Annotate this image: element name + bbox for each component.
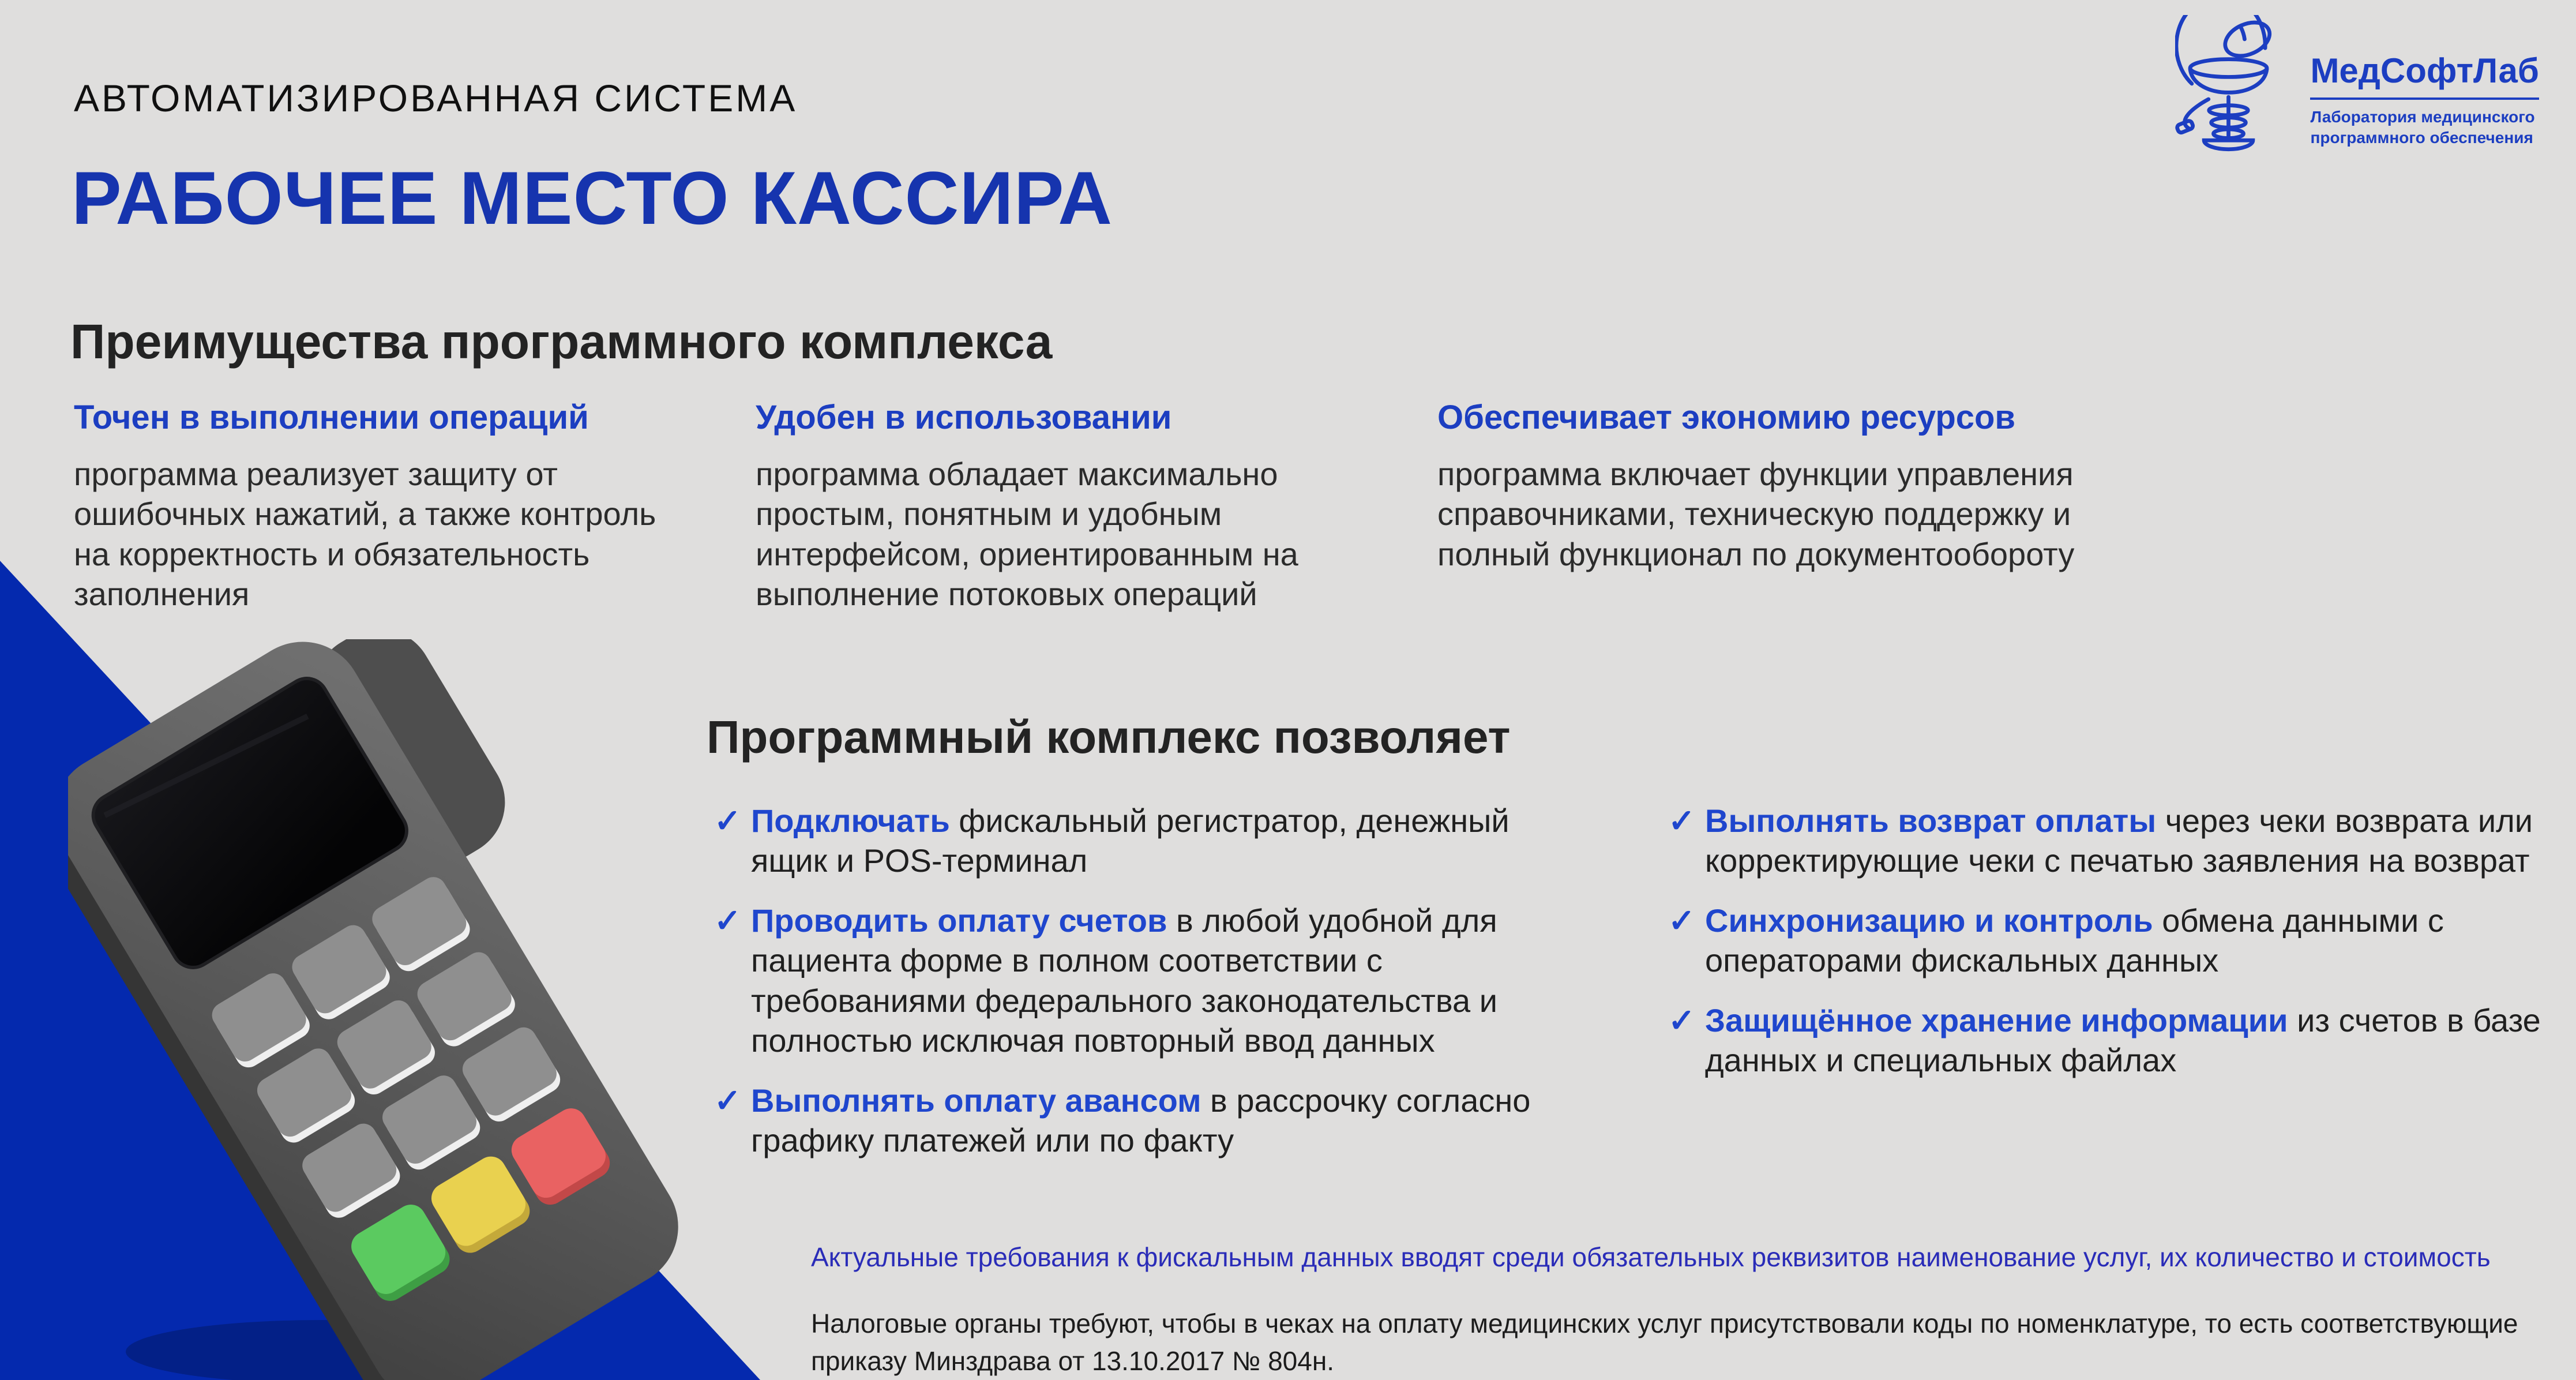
features-heading: Программный комплекс позволяет xyxy=(707,711,1511,763)
kicker-text: АВТОМАТИЗИРОВАННАЯ СИСТЕМА xyxy=(74,77,798,119)
feature-rest: фискальный регистратор, денежный ящик и POS-терминал xyxy=(751,802,1509,879)
advantage-title: Удобен в использовании xyxy=(756,399,1172,436)
feature-lead: Подключать xyxy=(751,802,950,839)
check-icon: ✓ xyxy=(714,902,741,939)
logo-tagline xyxy=(2310,107,2539,148)
footnote-note: Налоговые органы требуют, чтобы в чеках на оплату медицинских услуг присутствовали коды по номенклатуре, то есть соответствующие приказу Минздрава от 13.10.2017 № 804н. xyxy=(811,1308,2518,1377)
advantage-column-accuracy xyxy=(74,398,697,614)
feature-rest: обмена данными с операторами фискальных данных xyxy=(1705,902,2444,979)
check-icon: ✓ xyxy=(1668,902,1695,939)
logo-name: МедСофтЛаб xyxy=(2310,51,2539,100)
feature-lead: Синхронизацию и контроль xyxy=(1705,902,2153,939)
feature-lead: Выполнять возврат оплаты xyxy=(1705,802,2157,839)
logo-tagline-line1: Лаборатория медицинского xyxy=(2310,108,2535,126)
advantage-column-economy xyxy=(1437,398,2135,574)
feature-lead: Проводить оплату счетов xyxy=(751,902,1167,939)
feature-rest: в любой удобной для пациента форме в полном соответствии с требованиями федерального законодательства и полностью исключая повторный ввод данных xyxy=(751,902,1498,1059)
feature-item-refund xyxy=(1668,801,2551,881)
features-list-left xyxy=(714,801,1568,1161)
feature-rest: через чеки возврата или корректирующие чеки с печатью заявления на возврат xyxy=(1705,802,2533,879)
advantage-column-usability xyxy=(756,398,1407,614)
feature-lead: Выполнять оплату авансом xyxy=(751,1082,1201,1119)
feature-lead: Защищённое хранение информации xyxy=(1705,1002,2288,1038)
advantage-body: программа обладает максимально простым, понятным и удобным интерфейсом, ориентированным на выполнение потоковых операций xyxy=(756,456,1298,613)
feature-item-advance xyxy=(714,1081,1568,1161)
footnote-highlight: Актуальные требования к фискальным данных вводят среди обязательных реквизитов наименование услуг, их количество и стоимость xyxy=(811,1242,2491,1272)
check-icon: ✓ xyxy=(714,1082,741,1119)
page-title: РАБОЧЕЕ МЕСТО КАССИРА xyxy=(72,156,1113,240)
feature-item-sync xyxy=(1668,901,2551,981)
bowl-with-computer-mouse-icon xyxy=(2175,15,2297,152)
pos-terminal-drawing xyxy=(68,639,697,1380)
logo-tagline-line2: программного обеспечения xyxy=(2310,128,2533,147)
check-icon: ✓ xyxy=(1668,802,1695,839)
feature-item-connect xyxy=(714,801,1568,881)
check-icon: ✓ xyxy=(1668,1002,1695,1038)
logo-text-block xyxy=(2310,51,2539,148)
advantages-heading: Преимущества программного комплекса xyxy=(70,314,1053,369)
feature-item-payments xyxy=(714,901,1568,1061)
pos-terminal-illustration xyxy=(68,639,697,1380)
company-logo xyxy=(2175,15,2539,152)
features-list-right xyxy=(1668,801,2551,1081)
feature-rest: из счетов в базе данных и специальных файлах xyxy=(1705,1002,2541,1079)
check-icon: ✓ xyxy=(714,802,741,839)
advantage-title: Обеспечивает экономию ресурсов xyxy=(1437,399,2016,436)
advantage-body: программа реализует защиту от ошибочных нажатий, а также контроль на корректность и обязательность заполнения xyxy=(74,456,656,613)
feature-item-secure-storage xyxy=(1668,1000,2551,1081)
feature-rest: в рассрочку согласно графику платежей или по факту xyxy=(751,1082,1531,1159)
advantage-body: программа включает функции управления справочниками, техническую поддержку и полный функционал по документообороту xyxy=(1437,456,2075,572)
advantage-title: Точен в выполнении операций xyxy=(74,399,589,436)
